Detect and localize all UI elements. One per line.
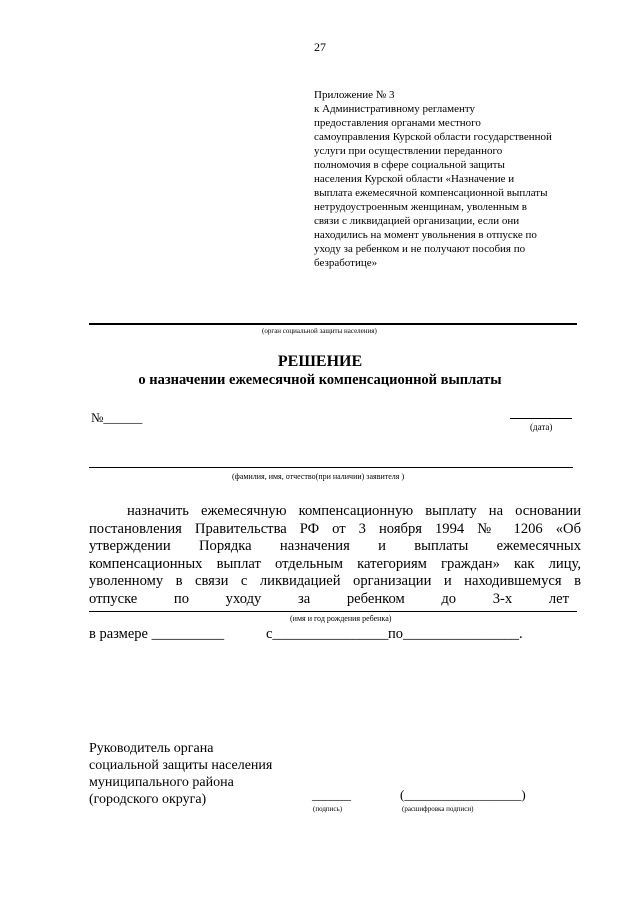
appendix-line: полномочия в сфере социальной защиты: [314, 159, 505, 171]
decision-body: [89, 503, 581, 608]
signatory-line: муниципального района: [89, 775, 234, 790]
signature-decode-caption: (расшифровка подписи): [402, 805, 474, 813]
date-line: [510, 418, 572, 419]
appendix-line: безработице»: [314, 257, 378, 269]
body-line: утверждении Порядка назначения и выплаты ежемесячных: [89, 538, 581, 554]
signatory-line: Руководитель органа: [89, 741, 214, 756]
signatory-line: социальной защиты населения: [89, 758, 273, 773]
body-line: постановления Правительства РФ от 3 ноября 1994 № 1206 «Об: [89, 520, 581, 537]
appendix-line: к Административному регламенту: [314, 103, 476, 115]
appendix-line: услуги при осуществлении переданного: [314, 145, 503, 157]
decision-subtitle: о назначении ежемесячной компенсационной выплаты: [138, 372, 502, 388]
appendix-line: уходу за ребенком и не получают пособия по: [314, 243, 526, 255]
signatory-line: (городского округа): [89, 792, 207, 807]
appendix-line: выплата ежемесячной компенсационной выплаты: [314, 187, 548, 199]
appendix-line: Приложение № 3: [314, 89, 395, 101]
from-date-field: с________________: [266, 626, 389, 642]
page-number: 27: [314, 40, 326, 54]
org-line: [89, 323, 577, 325]
appendix-line: нетрудоустроенным женщинам, уволенным в: [314, 201, 527, 213]
org-caption: (орган социальной защиты населения): [262, 327, 377, 335]
child-line: [89, 611, 577, 612]
applicant-caption: (фамилия, имя, отчество(при наличии) заявителя ): [232, 472, 405, 481]
child-caption: (имя и год рождения ребенка): [290, 614, 392, 623]
body-line: назначить ежемесячную компенсационную выплату на основании: [127, 503, 581, 519]
appendix-line: предоставления органами местного: [314, 117, 481, 129]
body-line: уволенному в связи с ликвидацией организации и находившемуся в: [89, 573, 581, 589]
signature-caption: (подпись): [313, 805, 343, 813]
decision-title: РЕШЕНИЕ: [277, 353, 363, 370]
date-caption: (дата): [530, 422, 553, 432]
signatory-block: [89, 740, 272, 808]
body-line: отпуске по уходу за ребенком до 3-х лет: [89, 590, 569, 607]
body-line: компенсационных выплат отдельным категориям граждан» как лицу,: [89, 555, 581, 572]
signature-line: ______: [312, 787, 351, 802]
applicant-line: [89, 467, 573, 468]
amount-field: в размере __________: [89, 626, 225, 642]
appendix-line: связи с ликвидацией организации, если они: [314, 215, 520, 227]
appendix-line: находились на момент увольнения в отпуске по: [314, 229, 537, 241]
appendix-block: [314, 88, 584, 270]
signature-decode-line: (__________________): [400, 787, 526, 802]
appendix-line: населения Курской области «Назначение и: [314, 173, 515, 185]
to-date-field: по________________.: [388, 626, 523, 642]
appendix-line: самоуправления Курской области государственной: [314, 131, 552, 143]
decision-number: №______: [91, 410, 143, 425]
